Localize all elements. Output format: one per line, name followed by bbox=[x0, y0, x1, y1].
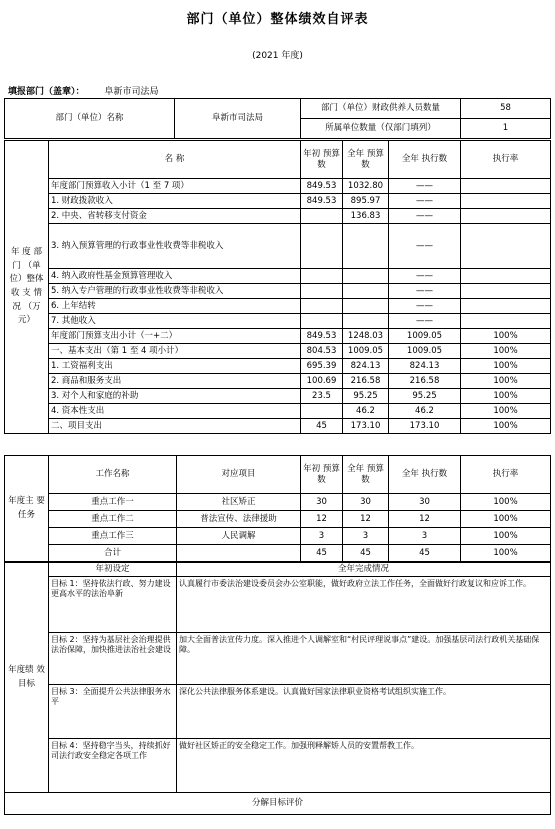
task-row-item: 普法宣传、法律援助 bbox=[177, 511, 301, 528]
sub-unit-value: 1 bbox=[461, 119, 551, 139]
budget-row bbox=[5, 179, 551, 194]
budget-row-rate: 100% bbox=[461, 374, 551, 389]
budget-row bbox=[5, 374, 551, 389]
budget-row-rate: 100% bbox=[461, 344, 551, 359]
budget-row-exec: —— bbox=[389, 224, 461, 269]
budget-row-initial bbox=[301, 284, 343, 299]
budget-row-name: 一、基本支出（第 1 至 4 项小计） bbox=[49, 344, 301, 359]
tasks-table bbox=[4, 455, 551, 562]
staff-count-value: 58 bbox=[461, 99, 551, 119]
budget-row-exec: —— bbox=[389, 284, 461, 299]
task-row-exec: 3 bbox=[389, 528, 461, 545]
tasks-col-name: 工作名称 bbox=[49, 456, 177, 494]
task-row-initial: 12 bbox=[301, 511, 343, 528]
budget-row bbox=[5, 389, 551, 404]
tasks-col-initial: 年初 预算数 bbox=[301, 456, 343, 494]
goal-done: 做好社区矫正的安全稳定工作。加强刑释解矫人员的安置帮教工作。 bbox=[177, 739, 551, 793]
task-row-exec: 12 bbox=[389, 511, 461, 528]
goals-footer: 分解目标评价 bbox=[5, 793, 551, 815]
budget-row-initial: 23.5 bbox=[301, 389, 343, 404]
task-row-full: 30 bbox=[343, 494, 389, 511]
budget-row bbox=[5, 329, 551, 344]
task-row-name: 重点工作二 bbox=[49, 511, 177, 528]
budget-row-name: 1. 财政拨款收入 bbox=[49, 194, 301, 209]
task-row-rate: 100% bbox=[461, 511, 551, 528]
goals-col-done: 全年完成情况 bbox=[177, 563, 551, 577]
task-row-full: 3 bbox=[343, 528, 389, 545]
budget-row-exec: 95.25 bbox=[389, 389, 461, 404]
budget-row-name: 3. 纳入预算管理的行政事业性收费等非税收入 bbox=[49, 224, 301, 269]
budget-row-full bbox=[343, 224, 389, 269]
budget-col-name: 名 称 bbox=[49, 141, 301, 179]
goal-done: 深化公共法律服务体系建设。认真做好国家法律职业资格考试组织实施工作。 bbox=[177, 685, 551, 739]
budget-row-rate bbox=[461, 284, 551, 299]
budget-col-rate: 执行率 bbox=[461, 141, 551, 179]
budget-row bbox=[5, 269, 551, 284]
budget-row-initial bbox=[301, 269, 343, 284]
goal-set: 目标 3：全面提升公共法律服务水平 bbox=[49, 685, 177, 739]
budget-row-full bbox=[343, 299, 389, 314]
task-row-item bbox=[177, 545, 301, 562]
goal-set: 目标 4：坚持稳字当头，持续抓好司法行政安全稳定各项工作 bbox=[49, 739, 177, 793]
budget-row-initial bbox=[301, 299, 343, 314]
task-row-full: 12 bbox=[343, 511, 389, 528]
budget-row-initial: 100.69 bbox=[301, 374, 343, 389]
budget-row-initial: 849.53 bbox=[301, 329, 343, 344]
budget-row-rate: 100% bbox=[461, 389, 551, 404]
budget-row-name: 5. 纳入专户管理的行政事业性收费等非税收入 bbox=[49, 284, 301, 299]
budget-row-rate: 100% bbox=[461, 329, 551, 344]
tasks-section-label: 年度主 要任务 bbox=[5, 456, 49, 562]
sub-unit-label: 所属单位数量（仅部门填列） bbox=[301, 119, 461, 139]
budget-col-initial: 年初 预算数 bbox=[301, 141, 343, 179]
budget-row-name: 6. 上年结转 bbox=[49, 299, 301, 314]
budget-row-rate bbox=[461, 179, 551, 194]
task-row-rate: 100% bbox=[461, 545, 551, 562]
goal-row bbox=[5, 685, 551, 739]
budget-row-initial: 804.53 bbox=[301, 344, 343, 359]
goal-set: 目标 1：坚持依法行政、努力建设更高水平的法治阜新 bbox=[49, 577, 177, 633]
budget-row-full bbox=[343, 314, 389, 329]
budget-row-exec: 216.58 bbox=[389, 374, 461, 389]
budget-row-exec: 46.2 bbox=[389, 404, 461, 419]
budget-row-exec: —— bbox=[389, 194, 461, 209]
budget-row-name: 2. 商品和服务支出 bbox=[49, 374, 301, 389]
budget-row-full: 46.2 bbox=[343, 404, 389, 419]
budget-row-exec: —— bbox=[389, 299, 461, 314]
budget-table bbox=[4, 140, 551, 434]
budget-section-label: 年 度 部 门 （单 位）整体 收 支 情 况 （万元） bbox=[5, 141, 49, 434]
budget-row-initial bbox=[301, 314, 343, 329]
task-row bbox=[5, 545, 551, 562]
budget-row-full: 1009.05 bbox=[343, 344, 389, 359]
budget-row-initial bbox=[301, 404, 343, 419]
tasks-col-item: 对应项目 bbox=[177, 456, 301, 494]
budget-row-rate: 100% bbox=[461, 404, 551, 419]
budget-row-name: 3. 对个人和家庭的补助 bbox=[49, 389, 301, 404]
task-row-name: 合计 bbox=[49, 545, 177, 562]
budget-row-exec: —— bbox=[389, 269, 461, 284]
budget-row-exec: 824.13 bbox=[389, 359, 461, 374]
goal-set: 目标 2：坚持为基层社会治理提供法治保障，加快推进法治社会建设 bbox=[49, 633, 177, 685]
task-row-rate: 100% bbox=[461, 528, 551, 545]
budget-row-full: 216.58 bbox=[343, 374, 389, 389]
task-row-initial: 45 bbox=[301, 545, 343, 562]
task-row-item: 人民调解 bbox=[177, 528, 301, 545]
budget-row-full bbox=[343, 284, 389, 299]
budget-row-name: 4. 纳入政府性基金预算管理收入 bbox=[49, 269, 301, 284]
budget-row-full: 895.97 bbox=[343, 194, 389, 209]
dept-name-label: 部门（单位）名称 bbox=[5, 99, 175, 139]
budget-row-rate bbox=[461, 299, 551, 314]
budget-col-full: 全年 预算数 bbox=[343, 141, 389, 179]
budget-row-rate bbox=[461, 314, 551, 329]
filler-org: 阜新市司法局 bbox=[104, 87, 159, 97]
report-year: (2021 年度) bbox=[252, 51, 303, 61]
budget-row-full: 95.25 bbox=[343, 389, 389, 404]
task-row bbox=[5, 511, 551, 528]
budget-row-full: 136.83 bbox=[343, 209, 389, 224]
goals-table bbox=[4, 562, 551, 815]
budget-row bbox=[5, 209, 551, 224]
filler-line bbox=[8, 84, 159, 97]
task-row bbox=[5, 528, 551, 545]
budget-row-exec: 173.10 bbox=[389, 419, 461, 434]
task-row-initial: 30 bbox=[301, 494, 343, 511]
task-row-name: 重点工作一 bbox=[49, 494, 177, 511]
budget-row-rate bbox=[461, 194, 551, 209]
budget-row-name: 1. 工资福利支出 bbox=[49, 359, 301, 374]
budget-row bbox=[5, 314, 551, 329]
budget-row-exec: 1009.05 bbox=[389, 329, 461, 344]
budget-row-rate: 100% bbox=[461, 419, 551, 434]
goal-row bbox=[5, 739, 551, 793]
budget-row-exec: 1009.05 bbox=[389, 344, 461, 359]
task-row-name: 重点工作三 bbox=[49, 528, 177, 545]
budget-row-name: 4. 资本性支出 bbox=[49, 404, 301, 419]
goal-done: 认真履行市委法治建设委员会办公室职能，做好政府立法工作任务，全面做好行政复议和应诉工作。 bbox=[177, 577, 551, 633]
dept-name-value: 阜新市司法局 bbox=[175, 99, 301, 139]
budget-row-rate: 100% bbox=[461, 359, 551, 374]
budget-row-initial: 849.53 bbox=[301, 179, 343, 194]
budget-row-full: 824.13 bbox=[343, 359, 389, 374]
goal-row bbox=[5, 577, 551, 633]
task-row-exec: 30 bbox=[389, 494, 461, 511]
budget-row bbox=[5, 359, 551, 374]
budget-row-rate bbox=[461, 269, 551, 284]
header-table bbox=[4, 98, 551, 139]
goal-row bbox=[5, 633, 551, 685]
budget-row-name: 2. 中央、省转移支付资金 bbox=[49, 209, 301, 224]
goal-done: 加大全面普法宣传力度。深入推进个人调解室和“村民评理说事点”建设。加强基层司法行政机关基础保障。 bbox=[177, 633, 551, 685]
task-row bbox=[5, 494, 551, 511]
task-row-initial: 3 bbox=[301, 528, 343, 545]
task-row-full: 45 bbox=[343, 545, 389, 562]
budget-row bbox=[5, 284, 551, 299]
budget-row-name: 年度部门预算收入小计（1 至 7 项） bbox=[49, 179, 301, 194]
budget-row-full: 1032.80 bbox=[343, 179, 389, 194]
budget-row-initial bbox=[301, 224, 343, 269]
budget-row-initial: 695.39 bbox=[301, 359, 343, 374]
task-row-exec: 45 bbox=[389, 545, 461, 562]
budget-row-initial: 45 bbox=[301, 419, 343, 434]
budget-row-full: 173.10 bbox=[343, 419, 389, 434]
budget-row-exec: —— bbox=[389, 209, 461, 224]
budget-row-name: 7. 其他收入 bbox=[49, 314, 301, 329]
budget-row-full: 1248.03 bbox=[343, 329, 389, 344]
filler-label: 填报部门（盖章）： bbox=[8, 87, 85, 97]
budget-row-name: 年度部门预算支出小计（一+二） bbox=[49, 329, 301, 344]
budget-row-rate bbox=[461, 224, 551, 269]
goals-col-set: 年初设定 bbox=[49, 563, 177, 577]
budget-row bbox=[5, 419, 551, 434]
budget-row bbox=[5, 344, 551, 359]
budget-row-name: 二、项目支出 bbox=[49, 419, 301, 434]
task-row-item: 社区矫正 bbox=[177, 494, 301, 511]
budget-row-initial: 849.53 bbox=[301, 194, 343, 209]
budget-row bbox=[5, 224, 551, 269]
task-row-rate: 100% bbox=[461, 494, 551, 511]
budget-row bbox=[5, 404, 551, 419]
staff-count-label: 部门（单位）财政供养人员数量 bbox=[301, 99, 461, 119]
budget-col-exec: 全年 执行数 bbox=[389, 141, 461, 179]
tasks-col-full: 全年 预算数 bbox=[343, 456, 389, 494]
budget-row-full bbox=[343, 269, 389, 284]
tasks-col-exec: 全年 执行数 bbox=[389, 456, 461, 494]
budget-row bbox=[5, 194, 551, 209]
goals-section-label: 年度绩 效目标 bbox=[5, 563, 49, 793]
budget-row-exec: —— bbox=[389, 179, 461, 194]
page-title: 部门（单位）整体绩效自评表 bbox=[186, 12, 369, 27]
budget-row bbox=[5, 299, 551, 314]
tasks-col-rate: 执行率 bbox=[461, 456, 551, 494]
budget-row-exec: —— bbox=[389, 314, 461, 329]
budget-row-initial bbox=[301, 209, 343, 224]
budget-row-rate bbox=[461, 209, 551, 224]
